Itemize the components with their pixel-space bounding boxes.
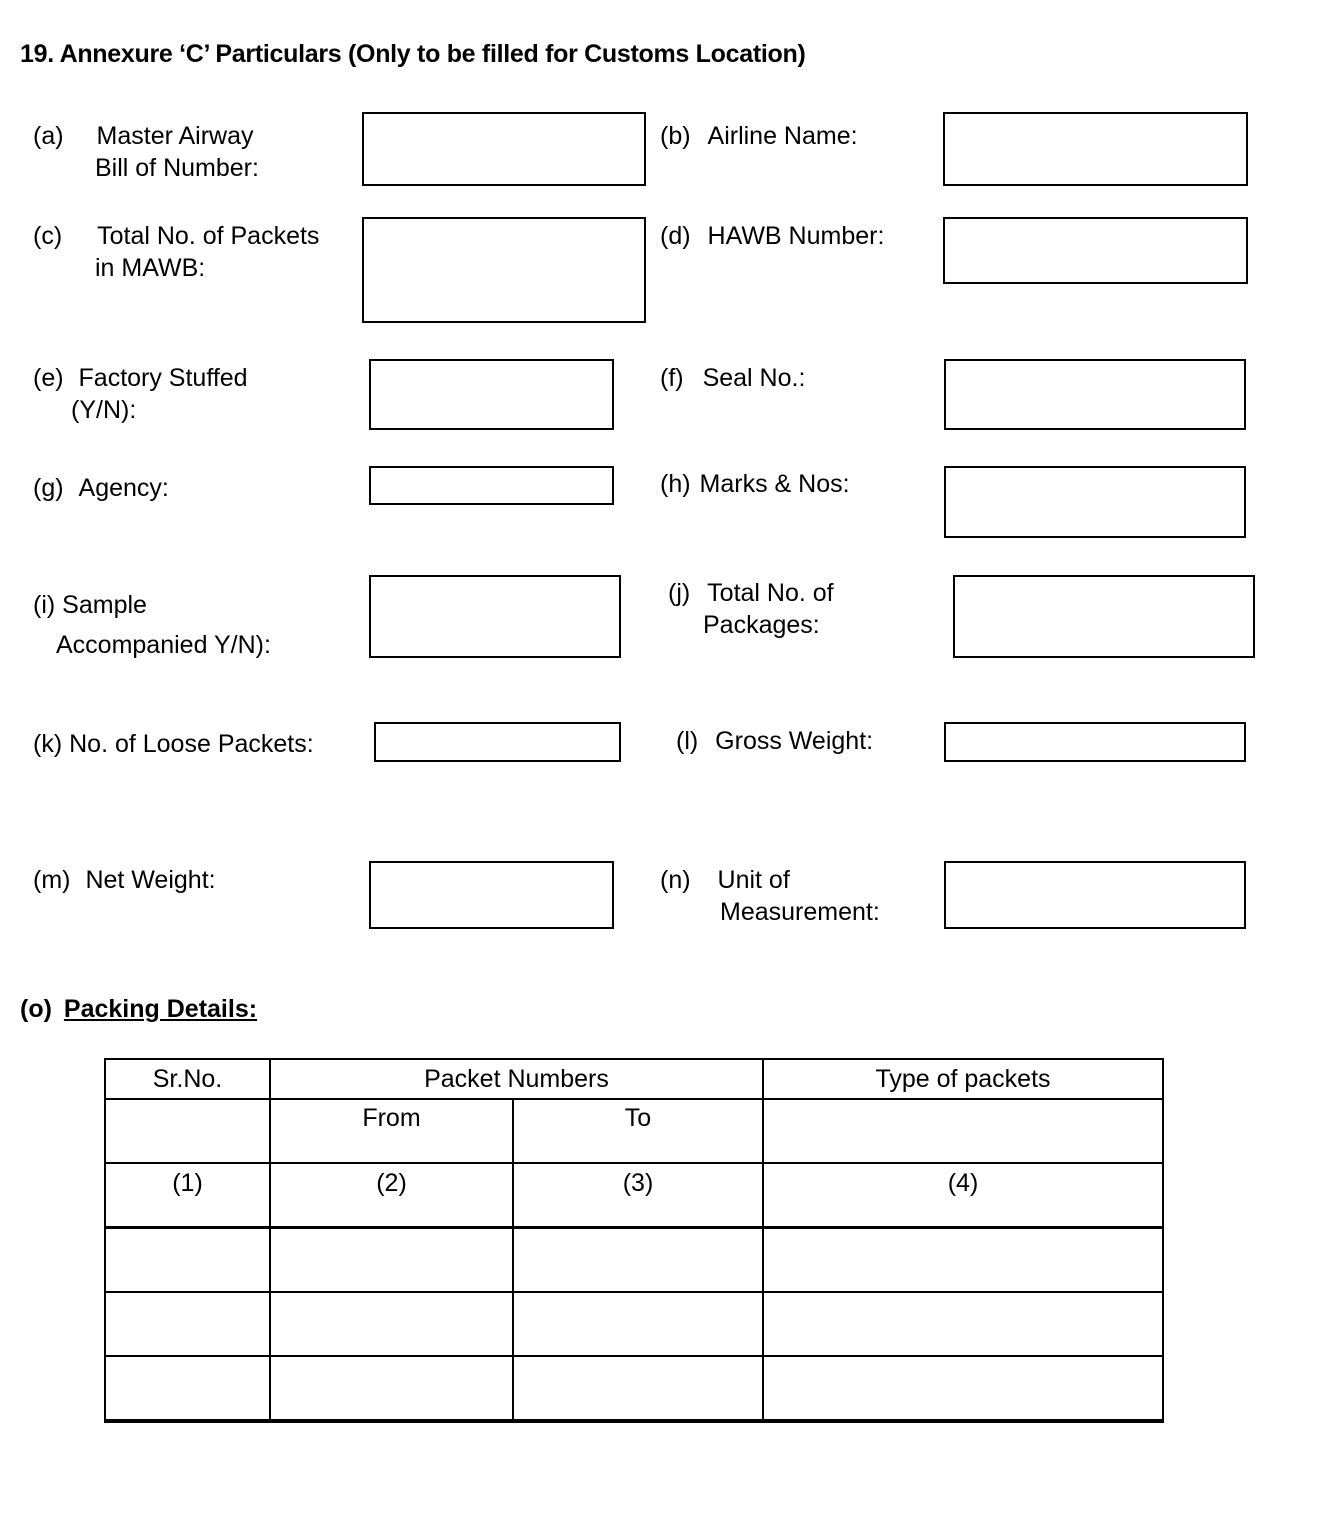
hawb-number-input[interactable] xyxy=(945,219,1246,282)
header-row xyxy=(105,1059,1163,1099)
loose-packets-field[interactable] xyxy=(374,722,621,762)
seal-no-field[interactable] xyxy=(944,359,1246,430)
total-packages-input[interactable] xyxy=(955,577,1253,656)
cell-from[interactable] xyxy=(270,1292,513,1356)
hawb-number-field[interactable] xyxy=(943,217,1248,284)
cell-sr-no[interactable] xyxy=(105,1356,270,1421)
unit-of-measurement-field[interactable] xyxy=(944,861,1246,929)
from-input[interactable] xyxy=(271,1293,516,1355)
header-to: To xyxy=(513,1099,763,1163)
column-number: (1) xyxy=(105,1163,270,1228)
table-row xyxy=(105,1356,1163,1421)
label-total-packets-mawb xyxy=(33,220,319,284)
master-airway-bill-field[interactable] xyxy=(362,112,646,186)
agency-field[interactable] xyxy=(369,466,614,505)
factory-stuffed-input[interactable] xyxy=(371,361,612,428)
unit-of-measurement-input[interactable] xyxy=(946,863,1244,927)
label-text: Net Weight: xyxy=(85,866,216,894)
total-packages-field[interactable] xyxy=(953,575,1255,658)
cell-to[interactable] xyxy=(513,1356,763,1421)
net-weight-field[interactable] xyxy=(369,861,614,929)
label-master-airway-bill xyxy=(33,120,259,184)
label-letter: (b) xyxy=(660,122,691,150)
cell-from[interactable] xyxy=(270,1228,513,1293)
loose-packets-input[interactable] xyxy=(376,724,619,760)
label-text-line2: in MAWB: xyxy=(95,254,206,282)
packing-title: Packing Details: xyxy=(63,995,258,1023)
gross-weight-field[interactable] xyxy=(944,722,1246,762)
packing-letter: (o) xyxy=(20,995,52,1023)
label-letter: (h) xyxy=(660,470,691,498)
label-text: Factory Stuffed xyxy=(78,364,248,392)
column-number: (3) xyxy=(513,1163,763,1228)
cell-to[interactable] xyxy=(513,1292,763,1356)
header-from: From xyxy=(270,1099,513,1163)
label-hawb-number xyxy=(660,220,884,252)
airline-name-input[interactable] xyxy=(945,114,1246,184)
cell-from[interactable] xyxy=(270,1356,513,1421)
table-row xyxy=(105,1292,1163,1356)
label-letter: (g) xyxy=(33,474,64,502)
label-letter: (k) xyxy=(33,730,63,758)
cell-sr-no[interactable] xyxy=(105,1228,270,1293)
cell-type[interactable] xyxy=(763,1356,1163,1421)
label-text: Seal No.: xyxy=(702,364,806,392)
cell-type[interactable] xyxy=(763,1228,1163,1293)
label-total-packages xyxy=(668,577,834,641)
label-text-line2: Accompanied Y/N): xyxy=(56,631,271,659)
label-text: Total No. of xyxy=(707,579,834,607)
label-letter: (f) xyxy=(660,364,684,392)
label-airline-name xyxy=(660,120,858,152)
section-title: 19. Annexure ‘C’ Particulars (Only to be filled for Customs Location) xyxy=(20,40,806,68)
to-input[interactable] xyxy=(514,1229,766,1291)
label-text-line2: Bill of Number: xyxy=(95,154,259,182)
cell-type[interactable] xyxy=(763,1292,1163,1356)
label-letter: (n) xyxy=(660,866,691,894)
cell-to[interactable] xyxy=(513,1228,763,1293)
marks-nos-input[interactable] xyxy=(946,468,1244,536)
net-weight-input[interactable] xyxy=(371,863,612,927)
column-number-row xyxy=(105,1163,1163,1228)
label-text: Agency: xyxy=(78,474,169,502)
label-net-weight xyxy=(33,864,216,896)
label-letter: (j) xyxy=(668,579,691,607)
label-letter: (c) xyxy=(33,222,63,250)
subheader-empty xyxy=(105,1099,270,1163)
total-packets-mawb-input[interactable] xyxy=(364,219,644,321)
label-loose-packets xyxy=(33,728,314,760)
airline-name-field[interactable] xyxy=(943,112,1248,186)
label-text-line2: (Y/N): xyxy=(71,396,137,424)
cell-sr-no[interactable] xyxy=(105,1292,270,1356)
subheader-empty xyxy=(763,1099,1163,1163)
sr-no-input[interactable] xyxy=(106,1357,273,1419)
sample-accompanied-field[interactable] xyxy=(369,575,621,658)
label-letter: (i) xyxy=(33,591,56,619)
type-input[interactable] xyxy=(764,1229,1166,1291)
column-number: (4) xyxy=(763,1163,1163,1228)
label-text: Marks & Nos: xyxy=(699,470,850,498)
label-agency xyxy=(33,472,169,504)
from-input[interactable] xyxy=(271,1357,516,1419)
subheader-row xyxy=(105,1099,1163,1163)
sr-no-input[interactable] xyxy=(106,1229,273,1291)
label-text: Airline Name: xyxy=(707,122,858,150)
master-airway-bill-input[interactable] xyxy=(364,114,644,184)
label-text-line2: Measurement: xyxy=(720,898,880,926)
packing-details-heading xyxy=(20,995,257,1024)
label-letter: (a) xyxy=(33,122,64,150)
label-letter: (d) xyxy=(660,222,691,250)
label-factory-stuffed xyxy=(33,362,248,426)
total-packets-mawb-field[interactable] xyxy=(362,217,646,323)
label-seal-no xyxy=(660,362,805,394)
header-packet-numbers: Packet Numbers xyxy=(270,1059,763,1099)
label-text: Total No. of Packets xyxy=(97,222,320,250)
gross-weight-input[interactable] xyxy=(946,724,1244,760)
label-text: Master Airway xyxy=(96,122,254,150)
column-number: (2) xyxy=(270,1163,513,1228)
sr-no-input[interactable] xyxy=(106,1293,273,1355)
type-input[interactable] xyxy=(764,1293,1166,1355)
packing-details-table xyxy=(104,1058,1164,1423)
to-input[interactable] xyxy=(514,1293,766,1355)
label-text: Unit of xyxy=(717,866,790,894)
type-input[interactable] xyxy=(764,1357,1166,1419)
label-text-line2: Packages: xyxy=(703,611,820,639)
from-input[interactable] xyxy=(271,1229,516,1291)
label-text: Gross Weight: xyxy=(715,727,874,755)
seal-no-input[interactable] xyxy=(946,361,1244,428)
label-sample-accompanied xyxy=(33,585,271,665)
header-sr-no: Sr.No. xyxy=(105,1059,270,1099)
label-gross-weight xyxy=(676,725,873,757)
factory-stuffed-field[interactable] xyxy=(369,359,614,430)
label-text: Sample xyxy=(62,591,147,619)
sample-accompanied-input[interactable] xyxy=(371,577,619,656)
to-input[interactable] xyxy=(514,1357,766,1419)
label-letter: (l) xyxy=(676,727,699,755)
label-marks-nos xyxy=(660,468,850,500)
label-letter: (e) xyxy=(33,364,64,392)
marks-nos-field[interactable] xyxy=(944,466,1246,538)
label-text: No. of Loose Packets: xyxy=(69,730,314,758)
agency-input[interactable] xyxy=(371,468,612,503)
table-row xyxy=(105,1228,1163,1293)
label-unit-of-measurement xyxy=(660,864,880,928)
header-type-of-packets: Type of packets xyxy=(763,1059,1163,1099)
label-text: HAWB Number: xyxy=(707,222,885,250)
label-letter: (m) xyxy=(33,866,71,894)
